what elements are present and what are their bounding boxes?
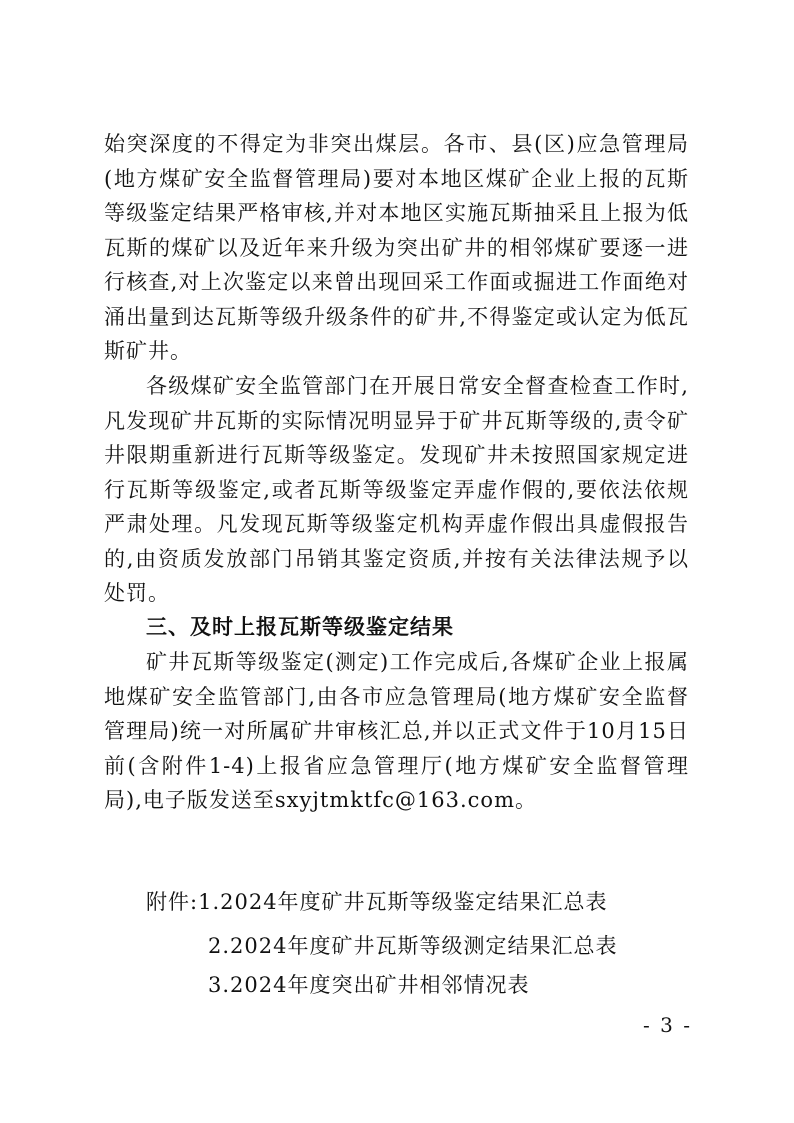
attachment-item-1: 1.2024年度矿井瓦斯等级鉴定结果汇总表 [198, 890, 608, 914]
section-heading: 三、及时上报瓦斯等级鉴定结果 [146, 615, 454, 639]
attachment-item-3: 3.2024年度突出矿井相邻情况表 [208, 973, 530, 997]
paragraph-3: 矿井瓦斯等级鉴定(测定)工作完成后,各煤矿企业上报属地煤矿安全监管部门,由各市应急管理局(地方煤矿安全监督管理局)统一对所属矿井审核汇总,并以正式文件于10月15日前(含附件1-4)上报省应急管理厅(地方煤矿安全监督管理局),电子版发送至sxyjtmktfc@163.com。 [104, 650, 689, 812]
page-number: - 3 - [643, 1013, 692, 1037]
paragraph-2: 各级煤矿安全监管部门在开展日常安全督查检查工作时,凡发现矿井瓦斯的实际情况明显异于矿井瓦斯等级的,责令矿井限期重新进行瓦斯等级鉴定。发现矿井未按照国家规定进行瓦斯等级鉴定,或者瓦斯等级鉴定弄虚作假的,要依法依规严肃处理。凡发现瓦斯等级鉴定机构弄虚作假出具虚假报告的,由资质发放部门吊销其鉴定资质,并按有关法律法规予以处罚。 [104, 374, 689, 605]
attachment-item-2: 2.2024年度矿井瓦斯等级测定结果汇总表 [208, 934, 618, 958]
paragraph-1: 始突深度的不得定为非突出煤层。各市、县(区)应急管理局(地方煤矿安全监督管理局)要对本地区煤矿企业上报的瓦斯等级鉴定结果严格审核,并对本地区实施瓦斯抽采且上报为低瓦斯的煤矿以及近年来升级为突出矿井的相邻煤矿要逐一进行核查,对上次鉴定以来曾出现回采工作面或掘进工作面绝对涌出量到达瓦斯等级升级条件的矿井,不得鉴定或认定为低瓦斯矿井。 [104, 132, 689, 363]
attachment-label: 附件: [146, 890, 199, 914]
attachment-line-2 [208, 929, 617, 964]
attachment-line-3 [208, 968, 529, 1003]
attachment-line-1 [146, 885, 608, 920]
